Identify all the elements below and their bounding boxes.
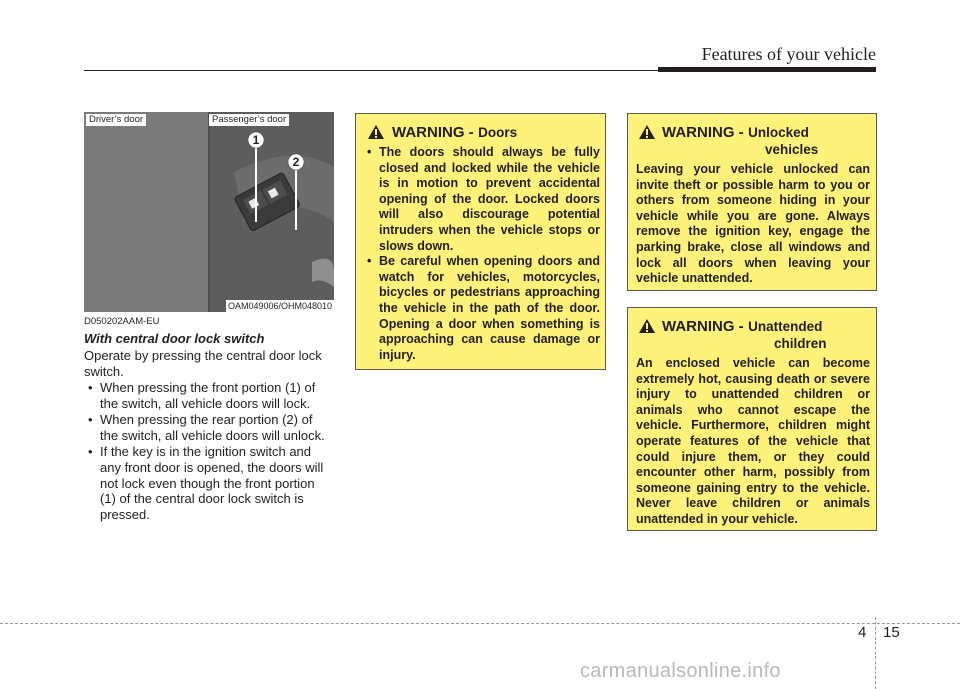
footer-divider [875, 617, 876, 689]
section-heading: With central door lock switch [84, 331, 265, 346]
list-item: • The doors should always be fully closed and locked while the vehicle is in motion to prevent accidental opening of the door. Locked doors will also discourage potential intruders when the vehicle stops or slows down. [364, 145, 600, 254]
warning-word: WARNING - [662, 124, 744, 141]
warning-triangle-icon [367, 124, 385, 140]
list-item: • If the key is in the ignition switch and any front door is opened, the doors will not lock even though the front portion (1) of the central door lock switch is pressed. [84, 444, 334, 522]
callout-1: 1 [252, 133, 260, 147]
warning-subject-continued: children [774, 336, 827, 351]
header-rule-accent [658, 67, 876, 72]
chapter-number: 4 [858, 624, 867, 641]
drivers-door-label: Driver’s door [86, 114, 146, 126]
warning-doors-title [392, 124, 517, 142]
page-number: 15 [883, 624, 900, 641]
list-item: • Be careful when opening doors and watch for vehicles, motorcycles, bicycles or pedestrians approaching the vehicle in the path of the door. Opening a door when something is approaching can cause damage or injury. [364, 254, 600, 363]
door-switch-photo [84, 112, 334, 312]
warning-unlocked-text: Leaving your vehicle unlocked can invite theft or possible harm to you or others from someone hiding in your vehicle while you are gone. Always remove the ignition key, engage the parking brake, close all windows and lock all doors when leaving your vehicle unattended. [636, 162, 870, 286]
warning-subject-continued: vehicles [765, 142, 819, 157]
warning-unlocked-box [627, 113, 877, 291]
warning-unlocked-title [662, 124, 818, 158]
warning-children-title [662, 318, 827, 352]
footer-rule [0, 623, 960, 624]
figure-caption: OAM049006/OHM048010 [227, 301, 332, 311]
list-item: • When pressing the rear portion (2) of the switch, all vehicle doors will unlock. [84, 412, 334, 443]
warning-doors-box [355, 113, 606, 370]
door-switch-illustration [84, 112, 334, 312]
warning-word: WARNING - [392, 124, 474, 141]
warning-word: WARNING - [662, 318, 744, 335]
watermark: carmanualsonline.info [580, 660, 781, 682]
warning-subject: Doors [478, 125, 518, 140]
section-code: D050202AAM-EU [84, 316, 160, 327]
warning-doors-list [364, 145, 600, 363]
page-header-title: Features of your vehicle [701, 44, 876, 64]
warning-children-box [627, 307, 877, 531]
warning-subject: Unlocked [748, 125, 809, 140]
section-intro: Operate by pressing the central door lock switch. [84, 348, 322, 379]
warning-children-text: An enclosed vehicle can become extremely hot, causing death or severe injury to unattended children or animals who cannot escape the vehicle. Furthermore, children might operate features of the vehicle that could injure them, or they could encounter other harm, possibly from someone gaining entry to the vehicle. Never leave children or animals unattended in your vehicle. [636, 356, 870, 526]
instructions-list [84, 380, 334, 523]
passengers-door-label: Passenger’s door [209, 114, 289, 126]
list-item: • When pressing the front portion (1) of the switch, all vehicle doors will lock. [84, 380, 334, 411]
warning-triangle-icon [638, 318, 656, 334]
callout-2: 2 [292, 155, 300, 169]
warning-triangle-icon [638, 124, 656, 140]
warning-subject: Unattended [748, 319, 823, 334]
